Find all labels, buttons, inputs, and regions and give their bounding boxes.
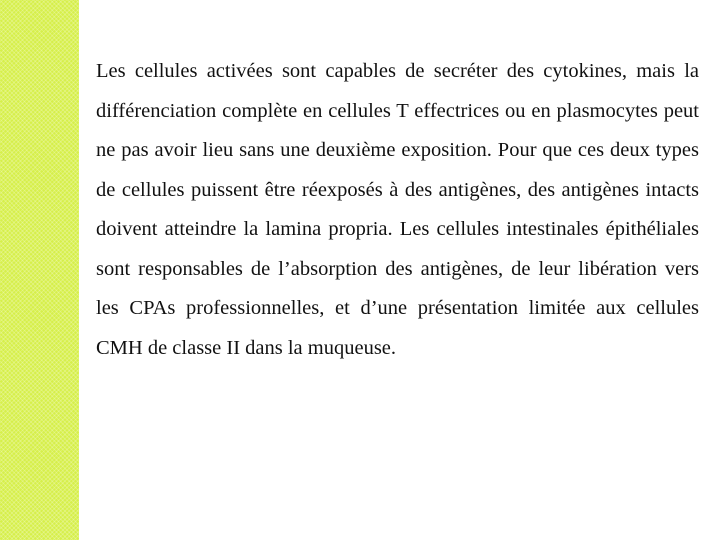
decorative-side-bar xyxy=(0,0,79,540)
slide-body-text: Les cellules activées sont capables de secréter des cytokines, mais la différenciation complète en cellules T effectrices ou en plasmocytes peut ne pas avoir lieu sans une deuxième exposition. Pour que ces deux types de cellules puissent être réexposés à des antigènes, des antigènes intacts doivent atteindre la lamina propria. Les cellules intestinales épithéliales sont responsables de l’absorption des antigènes, de leur libération vers les CPAs professionnelles, et d’une présentation limitée aux cellules CMH de classe II dans la muqueuse. xyxy=(96,60,699,359)
